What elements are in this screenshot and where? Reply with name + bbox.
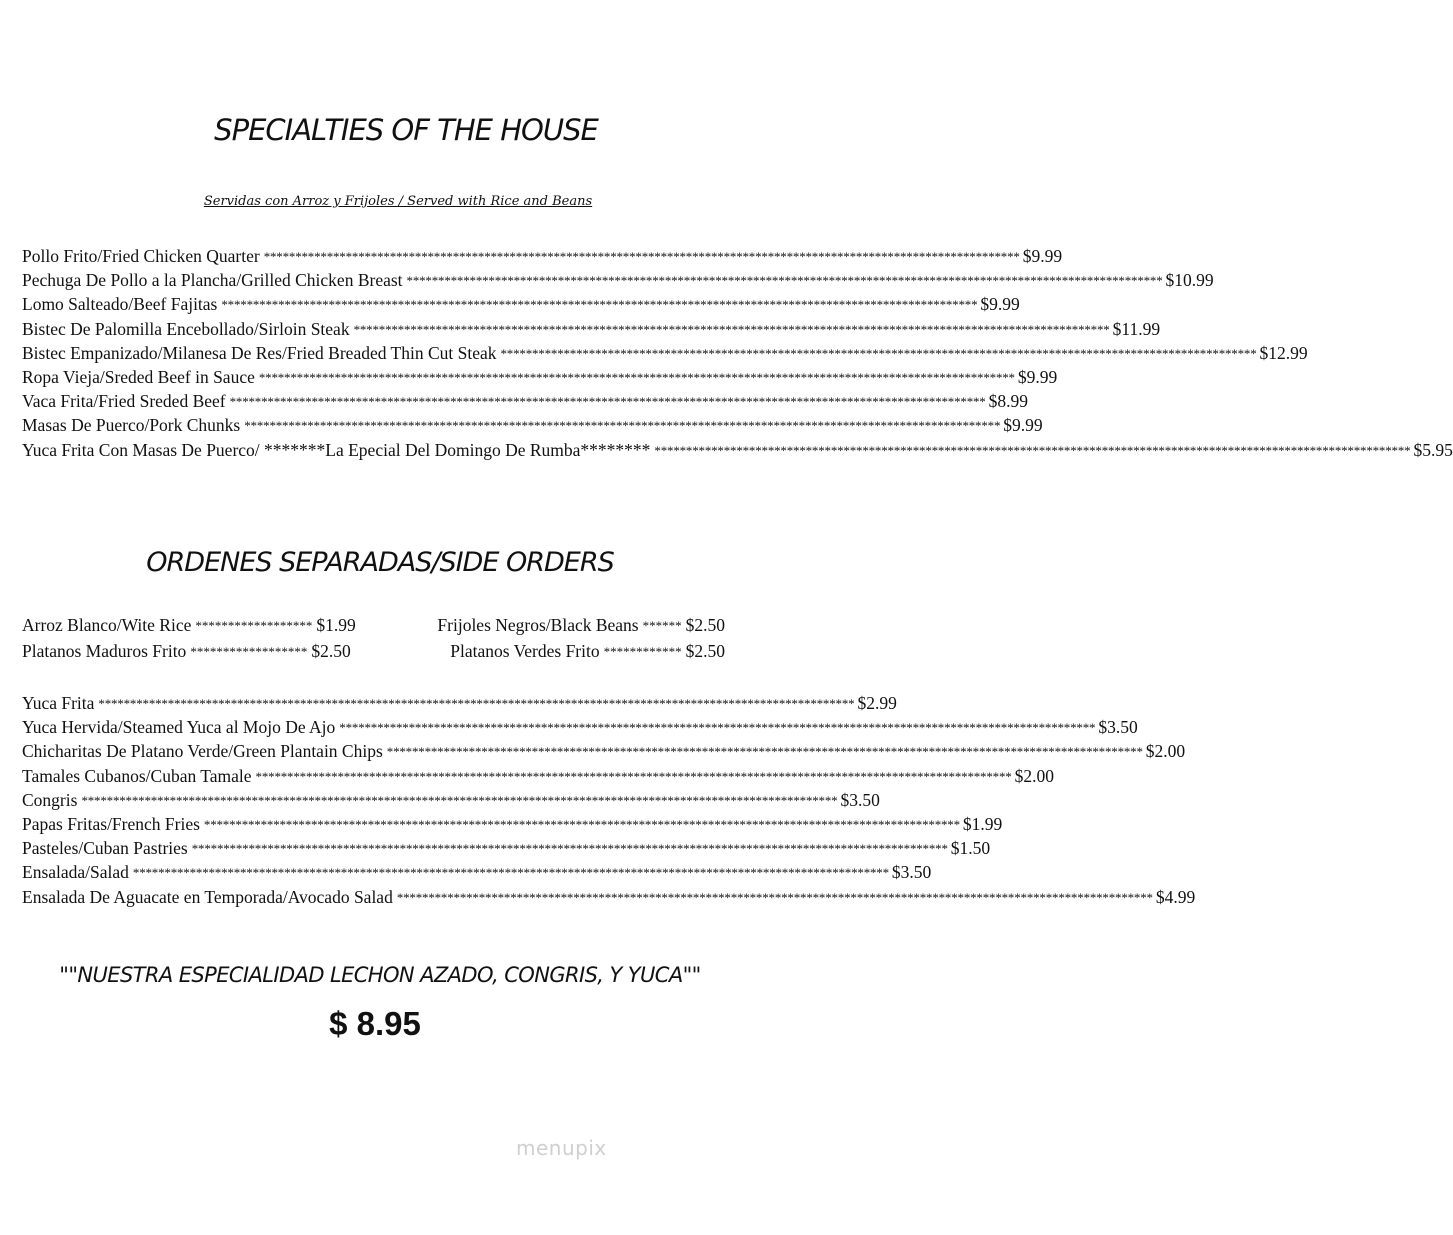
menu-item — [22, 886, 1196, 911]
item-price: $2.99 — [857, 693, 897, 713]
item-name: Congris — [22, 789, 78, 810]
menu-item — [22, 862, 932, 886]
item-name: Papas Fritas/French Fries — [22, 813, 200, 834]
dot-leader: ************************************************************************************************************************ — [191, 841, 948, 857]
item-price: $2.00 — [1145, 741, 1186, 762]
menu-item — [22, 838, 991, 862]
menu-item — [22, 270, 1214, 294]
menu-item — [22, 813, 1003, 838]
item-name: Frijoles Negros/Black Beans — [437, 615, 639, 635]
item-name: Ensalada/Salad — [22, 862, 129, 883]
side-orders-title: ORDENES SEPARADAS/SIDE ORDERS — [146, 547, 614, 578]
dot-leader: ************************************************************************************************************************ — [396, 889, 1153, 905]
item-price: $1.50 — [950, 838, 991, 859]
menu-item — [22, 641, 392, 667]
dot-leader: ************************************************************************************************************************ — [221, 297, 978, 313]
menu-item — [22, 391, 1028, 415]
item-price: $1.99 — [962, 813, 1003, 834]
menu-item — [22, 294, 1020, 318]
specialties-subtitle: Servidas con Arroz y Frijoles / Served with Rice and Beans — [203, 194, 593, 209]
menu-item — [22, 342, 1308, 367]
menu-item — [22, 439, 1453, 464]
item-name: Pasteles/Cuban Pastries — [22, 838, 188, 859]
item-price: $2.50 — [685, 615, 725, 635]
item-name: Platanos Verdes Frito — [450, 641, 600, 661]
menu-item — [22, 741, 1186, 765]
side-orders-list — [22, 693, 1196, 911]
item-price: $9.99 — [1022, 246, 1063, 266]
item-name: Arroz Blanco/Wite Rice — [22, 615, 192, 635]
item-price: $9.99 — [1017, 366, 1058, 387]
dot-leader: ************************************************************************************************************************ — [98, 696, 855, 711]
item-price: $2.50 — [685, 641, 725, 661]
item-name: Vaca Frita/Fried Sreded Beef — [22, 391, 226, 412]
dot-leader: ************************************************************************************************************************ — [263, 249, 1020, 264]
menu-item — [22, 717, 1138, 741]
dot-leader: ************************************************************************************************************************ — [203, 816, 960, 832]
dot-leader: ************************************************************************************************************************ — [353, 321, 1110, 337]
item-price: $1.99 — [316, 615, 356, 635]
item-price: $10.99 — [1165, 270, 1214, 291]
item-price: $4.99 — [1155, 886, 1196, 907]
specialties-list — [22, 246, 1453, 464]
dot-leader: ************************************************************************************************************************ — [132, 865, 889, 881]
watermark-logo: menupix — [516, 1136, 607, 1160]
item-name: Platanos Maduros Frito — [22, 641, 187, 661]
menu-item — [22, 415, 1043, 439]
dot-leader: ****************** — [190, 644, 308, 659]
item-price: $2.00 — [1014, 765, 1054, 786]
dot-leader: ************************************************************************************************************************ — [500, 345, 1257, 361]
dot-leader: ************************************************************************************************************************ — [255, 768, 1012, 784]
special-price: $ 8.95 — [329, 1005, 421, 1042]
item-price: $3.50 — [1098, 717, 1138, 738]
item-name: Pechuga De Pollo a la Plancha/Grilled Chicken Breast — [22, 270, 403, 291]
dot-leader: ****************** — [195, 618, 313, 633]
dot-leader: ************************************************************************************************************************ — [229, 394, 986, 410]
dot-leader: ************************************************************************************************************************ — [386, 744, 1143, 760]
item-name: Tamales Cubanos/Cuban Tamale — [22, 765, 252, 786]
menu-item — [22, 693, 897, 717]
dot-leader: ************ — [603, 644, 682, 659]
item-name: Yuca Frita — [22, 693, 95, 713]
item-price: $8.99 — [988, 391, 1028, 412]
menu-item — [22, 366, 1058, 391]
pair-row — [22, 641, 725, 667]
pair-row — [22, 615, 725, 641]
dot-leader: ************************************************************************************************************************ — [339, 720, 1096, 736]
special-quote: ""NUESTRA ESPECIALIDAD LECHON AZADO, CONGRIS, Y YUCA"" — [59, 963, 701, 987]
item-name: Bistec De Palomilla Encebollado/Sirloin Steak — [22, 318, 350, 339]
item-price: $12.99 — [1259, 342, 1308, 363]
menu-item — [410, 641, 725, 667]
item-price: $5.95 — [1413, 439, 1453, 460]
menu-item — [22, 318, 1161, 343]
item-name: Chicharitas De Platano Verde/Green Plantain Chips — [22, 741, 383, 762]
dot-leader: ************************************************************************************************************************ — [81, 792, 838, 808]
item-name: Yuca Frita Con Masas De Puerco/ *******La Epecial Del Domingo De Rumba******** — [22, 439, 651, 460]
menu-item — [22, 789, 880, 814]
item-name: Bistec Empanizado/Milanesa De Res/Fried Breaded Thin Cut Steak — [22, 342, 497, 363]
dot-leader: ************************************************************************************************************************ — [244, 418, 1001, 434]
item-price: $3.50 — [840, 789, 880, 810]
item-name: Yuca Hervida/Steamed Yuca al Mojo De Ajo — [22, 717, 336, 738]
item-name: Ensalada De Aguacate en Temporada/Avocado Salad — [22, 886, 393, 907]
item-name: Ropa Vieja/Sreded Beef in Sauce — [22, 366, 255, 387]
menu-item — [410, 615, 725, 641]
menu-item — [22, 765, 1054, 790]
item-price: $11.99 — [1112, 318, 1161, 339]
item-price: $9.99 — [980, 294, 1020, 315]
item-name: Lomo Salteado/Beef Fajitas — [22, 294, 218, 315]
item-name: Masas De Puerco/Pork Chunks — [22, 415, 241, 436]
specialties-title: SPECIALTIES OF THE HOUSE — [214, 113, 598, 147]
dot-leader: ************************************************************************************************************************ — [258, 369, 1015, 385]
menu-item — [22, 615, 392, 641]
menu-item — [22, 246, 1063, 270]
dot-leader: ************************************************************************************************************************ — [406, 273, 1163, 289]
dot-leader: ****** — [642, 618, 682, 633]
item-price: $9.99 — [1003, 415, 1043, 436]
item-name: Pollo Frito/Fried Chicken Quarter — [22, 246, 260, 266]
item-price: $2.50 — [311, 641, 351, 661]
dot-leader: ************************************************************************************************************************ — [654, 442, 1411, 458]
side-orders-pairs — [22, 615, 725, 667]
item-price: $3.50 — [891, 862, 932, 883]
